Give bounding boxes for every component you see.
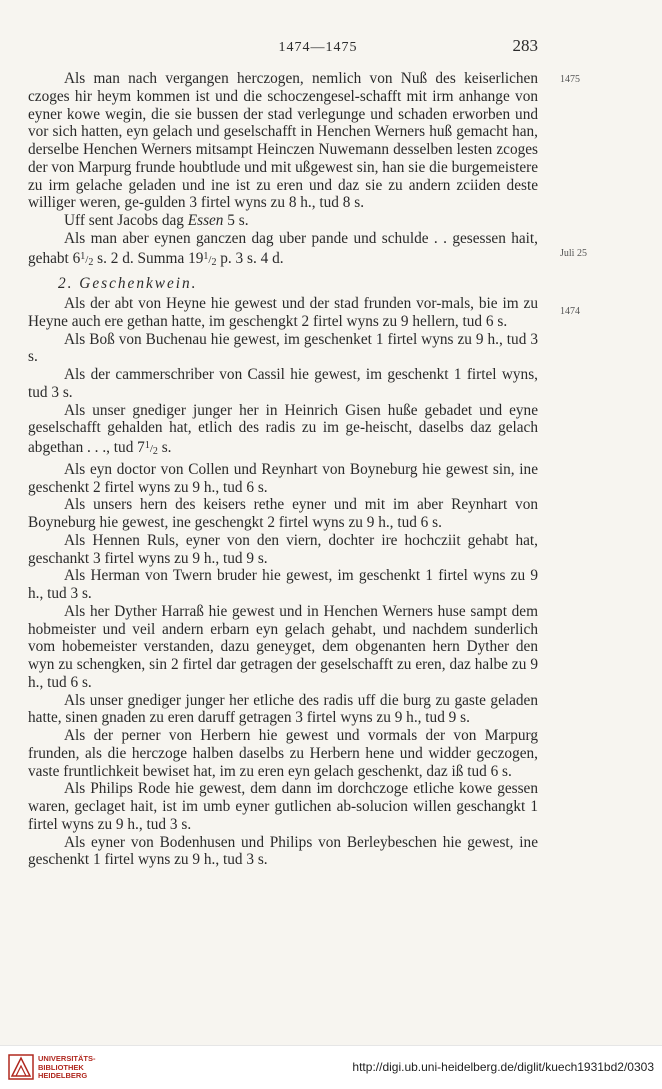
paragraph: Als unsers hern des keisers rethe eyner und mit im aber Reynhart von Boyneburg hie gewest, ine geschengkt 2 firtel wyns zu 9 h., tud 6 s. [28,496,538,531]
paragraph: Als eyner von Bodenhusen und Philips von Berleybeschen hie gewest, ine geschenkt 1 firtel wyns zu 9 h., tud 3 s. [28,833,538,869]
paragraph: Als Herman von Twern bruder hie gewest, im geschenkt 1 firtel wyns zu 9 h., tud 3 s. [28,567,538,602]
running-header: 1474—1475 [278,40,358,55]
paragraph: Als Philips Rode hie gewest, dem dann im dorchczoge etliche kowe gessen waren, geclaget hait, ist im umb eyner gutlichen ab-solucion willen geschangkt 1 firtel wyns zu 9 h., tud 3 s. [28,780,538,833]
paragraph: Als der perner von Herbern hie gewest und vormals der von Marpurg frunden, als die herczoge halben daselbs zu Herbern hene und widder geczogen, vaste fruntlichkeit bewiset hat, im zu eren eyn gelach geschenkt, daz iß tud 6 s. [28,727,538,780]
source-url-link[interactable]: http://digi.ub.uni-heidelberg.de/diglit/kuech1931bd2/0303 [352,1060,654,1074]
paragraph: Als man nach vergangen herczogen, nemlich von Nuß des keiserlichen czoges hir heym kommen ist und die schoczengesel-schafft mit irm anhange von eyner kowe wegin, die sie bussen der stad verlegunge und schaden erworben und vor sich hatten, eyn gelach und geselschafft in Henchen Werners huß gemacht han, derselbe Henchen Werners mitsampt Heinczen Nuwemann desselben lesten zcoges der von Marpurg frunde houbtlude und mit ußgewest sin, han sie die burgemeistere zu irm gelache geladen und ine ist zu eren und daz sie zu andern zciiden deste williger weren, ge-gulden 3 firtel wyns zu 8 h., tud 8 s. [28,70,538,212]
paragraph: Als unser gnediger junger her etliche des radis uff die burg zu gaste geladen hatte, sinen gnaden zu eren daruff getragen 3 firtel wyns zu 9 h., tud 9 s. [28,691,538,727]
paragraph: Als her Dyther Harraß hie gewest und in Henchen Werners huse sampt dem hobmeister und veil andern erbarn eyn gelach gehabt, und nachdem sunderlich vom hobemeister verstanden, dazu geneyget, dem obgenanten hern Dyther den wyn zu schengken, sin 2 firtel dar getragen der geselschafft zu eren, daz halbe zu 9 h., tud 6 s. [28,602,538,691]
section-heading: 2. Geschenkwein. [58,275,198,293]
paragraph: Als unser gnediger junger her in Heinrich Gisen huße gebadet und eyne geselschafft gehalden hat, etlich des radis zu im ge-heischt, daselbs daz gelach abgethan . . ., tud $7^1/_2$ s. [28,401,538,457]
paragraph: Als der abt von Heyne hie gewest und der stad frunden vor-mals, bie im zu Heyne auch ere gethan hatte, im geschengkt 2 firtel wyns zu 9 hellern, tud 6 s. [28,295,538,330]
margin-note-year: 1475 [560,74,580,85]
university-library-logo-icon [8,1054,34,1080]
margin-note-date: Juli 25 [560,248,587,259]
paragraph: Als Hennen Ruls, eyner von den viern, dochter ire hochcziit gehabt hat, geschankt 3 firtel wyns zu 9 h., tud 9 s. [28,531,538,567]
paragraph: Als man aber eynen ganczen dag uber pande und schulde . . gesessen hait, gehabt $6^1/_2$ s. 2 d. Summa $19^1/_2$ p. 3 s. 4 d. [28,229,538,268]
library-name: UNIVERSITÄTS- BIBLIOTHEK HEIDELBERG [38,1054,96,1080]
paragraph: Als eyn doctor von Collen und Reynhart von Boyneburg hie gewest sin, ine geschenkt 2 firtel wyns zu 9 h., tud 6 s. [28,460,538,496]
paragraph: Als der cammerschriber von Cassil hie gewest, im geschenkt 1 firtel wyns, tud 3 s. [28,366,538,401]
body-text [28,70,538,869]
paragraph: Als Boß von Buchenau hie gewest, im geschenket 1 firtel wyns zu 9 h., tud 3 s. [28,330,538,366]
footer-bar [0,1045,662,1089]
paragraph: Uff sent Jacobs dag Essen 5 s. [64,212,249,229]
page-number: 283 [512,36,538,55]
margin-note-year-2: 1474 [560,306,580,317]
